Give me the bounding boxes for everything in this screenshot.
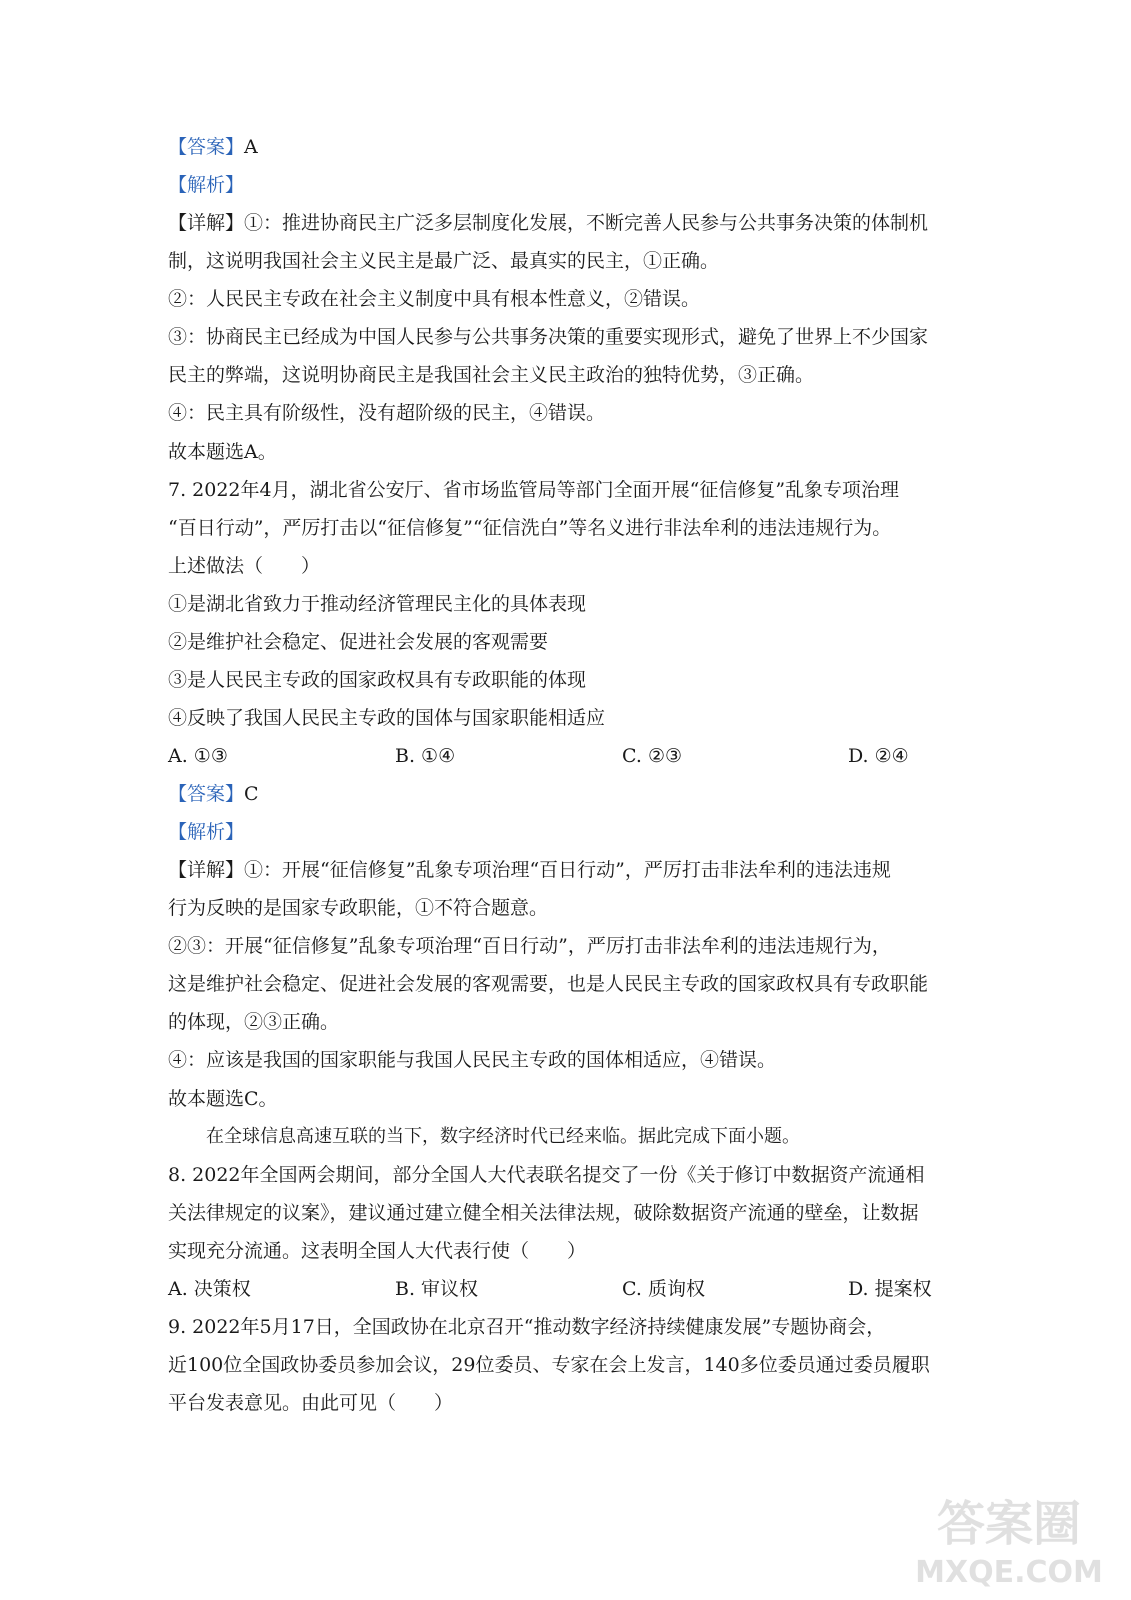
question-stem: 8. 2022年全国两会期间，部分全国人大代表联名提交了一份《关于修订中数据资产流通相 xyxy=(168,1164,925,1186)
statement: ①是湖北省致力于推动经济管理民主化的具体表现 xyxy=(168,593,587,615)
option-a: A. 决策权 xyxy=(168,1278,251,1300)
question-stem: 7. 2022年4月，湖北省公安厅、省市场监管局等部门全面开展“征信修复”乱象专项治理 xyxy=(168,479,900,501)
statement: ③是人民民主专政的国家政权具有专政职能的体现 xyxy=(168,669,587,691)
answer-value: A xyxy=(244,136,258,158)
conclusion-text: 故本题选A。 xyxy=(168,441,277,463)
detail-text: 行为反映的是国家专政职能，①不符合题意。 xyxy=(168,897,549,919)
analysis-tag: 【解析】 xyxy=(168,821,245,843)
q6-detail-line xyxy=(168,211,968,235)
detail-text: ②③：开展“征信修复”乱象专项治理“百日行动”，严厉打击非法牟利的违法违规行为， xyxy=(168,935,891,957)
detail-text: ④：应该是我国的国家职能与我国人民民主专政的国体相适应，④错误。 xyxy=(168,1049,777,1071)
option-b: B. 审议权 xyxy=(395,1278,479,1300)
option-c: C. 质询权 xyxy=(622,1278,705,1300)
question-stem: 关法律规定的议案》，建议通过建立健全相关法律法规，破除数据资产流通的壁垒，让数据 xyxy=(168,1202,919,1224)
detail-tag: 【详解】 xyxy=(168,859,245,881)
q7-detail-line xyxy=(168,858,968,882)
detail-text: 的体现，②③正确。 xyxy=(168,1011,340,1033)
detail-text: 这是维护社会稳定、促进社会发展的客观需要，也是人民民主专政的国家政权具有专政职能 xyxy=(168,973,929,995)
question-stem: 上述做法（ ） xyxy=(168,555,321,577)
option-a: A. ①③ xyxy=(168,745,228,767)
question-stem: 近100位全国政协委员参加会议，29位委员、专家在会上发言，140多位委员通过委员履职 xyxy=(168,1354,930,1376)
option-b: B. ①④ xyxy=(395,745,456,767)
material-intro: 在全球信息高速互联的当下，数字经济时代已经来临。据此完成下面小题。 xyxy=(206,1126,800,1147)
question-stem: “百日行动”，严厉打击以“征信修复”“征信洗白”等名义进行非法牟利的违法违规行为。 xyxy=(168,517,892,539)
answer-tag: 【答案】 xyxy=(168,136,245,158)
option-d: D. ②④ xyxy=(848,745,909,767)
analysis-tag: 【解析】 xyxy=(168,174,245,196)
detail-text: ②：人民民主专政在社会主义制度中具有根本性意义，②错误。 xyxy=(168,288,701,310)
detail-text: ①：推进协商民主广泛多层制度化发展，不断完善人民参与公共事务决策的体制机 xyxy=(244,212,929,234)
option-c: C. ②③ xyxy=(622,745,683,767)
option-d: D. 提案权 xyxy=(848,1278,932,1300)
detail-tag: 【详解】 xyxy=(168,212,245,234)
detail-text: 制，这说明我国社会主义民主是最广泛、最真实的民主，①正确。 xyxy=(168,250,720,272)
conclusion-text: 故本题选C。 xyxy=(168,1088,278,1110)
answer-value: C xyxy=(244,783,259,805)
question-stem: 实现充分流通。这表明全国人大代表行使（ ） xyxy=(168,1240,587,1262)
question-stem: 9. 2022年5月17日，全国政协在北京召开“推动数字经济持续健康发展”专题协商会， xyxy=(168,1316,886,1338)
q7-answer-line xyxy=(168,782,968,806)
watermark-url: MXQE.COM xyxy=(915,1555,1103,1590)
statement: ④反映了我国人民民主专政的国体与国家职能相适应 xyxy=(168,707,606,729)
watermark-title: 答案圈 xyxy=(936,1496,1081,1552)
watermark-logo xyxy=(899,1498,1119,1594)
statement: ②是维护社会稳定、促进社会发展的客观需要 xyxy=(168,631,549,653)
question-stem: 平台发表意见。由此可见（ ） xyxy=(168,1392,454,1414)
detail-text: ①：开展“征信修复”乱象专项治理“百日行动”，严厉打击非法牟利的违法违规 xyxy=(244,859,891,881)
detail-text: 民主的弊端，这说明协商民主是我国社会主义民主政治的独特优势，③正确。 xyxy=(168,364,815,386)
detail-text: ③：协商民主已经成为中国人民参与公共事务决策的重要实现形式，避免了世界上不少国家 xyxy=(168,326,929,348)
q6-answer-line xyxy=(168,135,968,159)
detail-text: ④：民主具有阶级性，没有超阶级的民主，④错误。 xyxy=(168,402,606,424)
answer-tag: 【答案】 xyxy=(168,783,245,805)
